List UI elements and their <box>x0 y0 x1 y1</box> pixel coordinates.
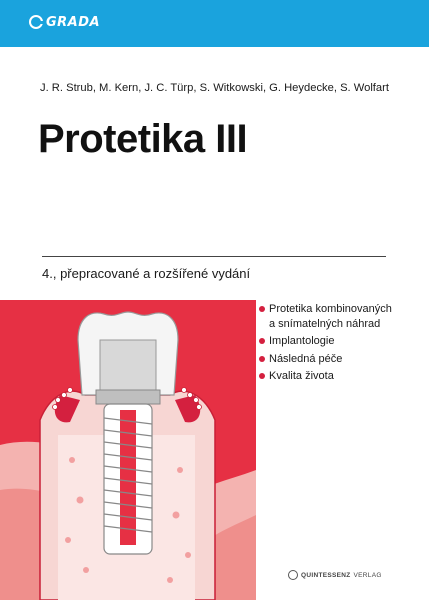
edition-text: 4., přepracované a rozšířené vydání <box>42 266 251 281</box>
topic-label: Protetika kombinovaných <box>269 303 392 315</box>
quintessenz-logo-icon <box>288 570 298 580</box>
list-item <box>259 334 425 349</box>
footer-publisher-suffix: VERLAG <box>353 571 382 579</box>
footer-publisher <box>288 570 382 580</box>
list-item <box>259 352 425 367</box>
topic-label: Kvalita života <box>269 370 334 382</box>
list-item <box>259 369 425 384</box>
list-item <box>259 302 425 331</box>
publisher-name: GRADA <box>46 14 101 30</box>
topic-list <box>259 302 425 387</box>
footer-publisher-brand: QUINTESSENZ <box>301 571 351 579</box>
topic-label: Implantologie <box>269 335 335 347</box>
divider-line <box>42 256 386 257</box>
grada-logo-icon <box>29 15 43 29</box>
authors-line: J. R. Strub, M. Kern, J. C. Türp, S. Witkowski, G. Heydecke, S. Wolfart <box>40 82 389 94</box>
topic-label-continued: a snímatelných náhrad <box>269 317 381 330</box>
header-band <box>0 0 429 47</box>
publisher-logo <box>29 12 100 32</box>
dental-implant-illustration <box>0 300 256 600</box>
book-title: Protetika III <box>38 117 248 161</box>
topic-label: Následná péče <box>269 352 343 365</box>
